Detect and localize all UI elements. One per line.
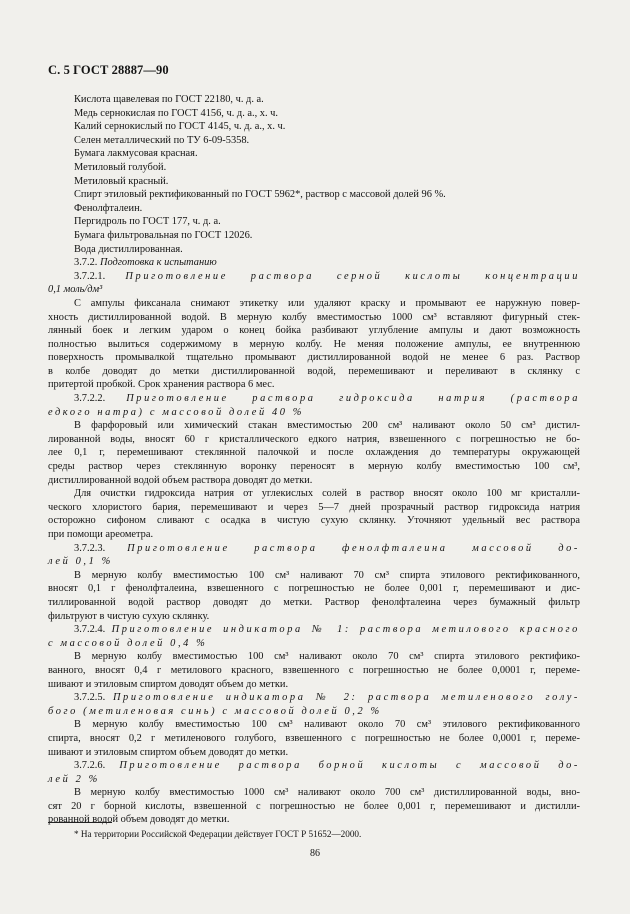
section-title: Приготовление раствора борной кислоты с массовой до- <box>119 760 580 772</box>
paragraph <box>48 487 580 541</box>
paragraph <box>48 297 580 392</box>
text-line: В мерную колбу вместимостью 100 см³ наливают около 70 см³ спирта этилового ректифико- <box>74 651 580 663</box>
section-heading-3-7-2-2 <box>48 392 580 406</box>
text-line: спирта, вносят 0,2 г метиленового голубого, взвешенного с погрешностью не более 0,0001 г, переме- <box>48 732 580 744</box>
paragraph <box>48 569 580 623</box>
text-line: дистиллированной водой объем раствора доводят до метки. <box>48 474 313 486</box>
section-title: Приготовление индикатора № 1: раствора метилового красного <box>111 624 580 636</box>
document-body <box>48 93 580 827</box>
paragraph <box>48 419 580 487</box>
section-title: Приготовление раствора гидроксида натрия (раствора <box>126 393 580 405</box>
footnote: * На территории Российской Федерации действует ГОСТ Р 51652—2000. <box>74 829 362 839</box>
section-title-continuation: лей 2 % <box>48 773 100 785</box>
text-line: Для очистки гидроксида натрия от углекислых солей в раствор вносят около 100 мг кристалли- <box>74 488 580 500</box>
page-header: С. 5 ГОСТ 28887—90 <box>48 63 169 77</box>
footnote-divider <box>48 822 112 823</box>
text-line: осторожно сифоном сливают с осадка в чистую сухую склянку. Уточняют удельный вес раствора <box>48 515 580 527</box>
section-title-continuation: едкого натра) с массовой долей 40 % <box>48 406 305 418</box>
section-number: 3.7.2.5. <box>74 692 106 704</box>
reagent-item: Кислота щавелевая по ГОСТ 22180, ч. д. а. <box>74 94 264 105</box>
text-line: лее 0,1 г, перемешивают стеклянной палочкой и после охлаждения до температуры окружающей <box>48 447 580 459</box>
section-title: Приготовление индикатора № 2: раствора метиленового голу- <box>112 692 580 704</box>
text-line: тиллированной водой раствор доводят до метки. Раствор фенолфталеина через бумажный фильтр <box>48 596 580 608</box>
section-number: 3.7.2.3. <box>74 542 106 554</box>
paragraph <box>48 718 580 759</box>
reagent-item: Метиловый голубой. <box>74 161 167 173</box>
text-line: притертой пробкой. Срок хранения раствора 6 мес. <box>48 379 275 391</box>
text-line: ческого хлористого бария, перемешивают и через 5—7 дней прозрачный раствор гидроксида натрия <box>48 501 580 513</box>
text-line: В мерную колбу вместимостью 100 см³ наливают около 70 см³ этилового ректификованного <box>74 719 580 731</box>
section-number: 3.7.2.4. <box>74 624 106 636</box>
section-title-continuation: 0,1 моль/дм³ <box>48 284 103 296</box>
text-line: шивают и этиловым спиртом объем доводят до метки. <box>48 746 289 758</box>
text-line: в колбе доводят до метки дистиллированной водой, перемешивают и переливают в склянку с <box>48 365 580 377</box>
text-line: С ампулы фиксанала снимают этикетку или удаляют краску и промывают ее наружную повер- <box>74 297 580 309</box>
section-title-continuation: с массовой долей 0,4 % <box>48 637 208 649</box>
text-line: В мерную колбу вместимостью 100 см³ наливают 70 см³ спирта этилового ректификованного, <box>74 569 580 581</box>
text-line: хность дистиллированной водой. В мерную колбу вместимостью 1000 см³ вставляют фигурный стек- <box>48 311 580 323</box>
page-number: 86 <box>310 848 320 859</box>
section-heading-3-7-2-1 <box>48 270 580 284</box>
text-line: шивают и этиловым спиртом доводят объем до метки. <box>48 678 289 690</box>
section-number: 3.7.2.2. <box>74 393 106 405</box>
text-line: лянный боек и легким ударом о конец бойка разбивают углубление ампулы и дают возможность <box>48 325 580 337</box>
reagent-item: Бумага лакмусовая красная. <box>74 148 198 160</box>
section-number: 3.7.2.6. <box>74 760 106 772</box>
paragraph <box>48 786 580 827</box>
reagent-item: Селен металлический по ТУ 6-09-5358. <box>74 134 250 146</box>
section-heading-3-7-2-6 <box>48 759 580 773</box>
section-title: Подготовка к испытанию <box>100 257 217 269</box>
reagent-item: Метиловый красный. <box>74 175 169 187</box>
section-title: Приготовление раствора фенолфталеина массовой до- <box>127 542 580 554</box>
section-heading-3-7-2-5 <box>48 691 580 705</box>
section-title: Приготовление раствора серной кислоты концентрации <box>125 270 580 282</box>
section-heading-3-7-2-3 <box>48 542 580 556</box>
text-line: поверхность промывалкой тщательно промывают дистиллированной водой не менее 6 раз. Раствор <box>48 352 580 364</box>
section-number: 3.7.2.1. <box>74 270 106 282</box>
text-line: полностью вылиться содержимому в мерную колбу. Не меняя положение ампулы, ее внутреннюю <box>48 338 580 350</box>
section-number: 3.7.2. <box>74 257 98 269</box>
text-line: ванного, вносят 0,4 г метилового красного, взвешенного с погрешностью не более 0,0001 г, переме- <box>48 664 580 676</box>
reagent-item: Бумага фильтровальная по ГОСТ 12026. <box>74 229 253 241</box>
section-title-continuation: бого (метиленовая синь) с массовой долей 0,2 % <box>48 705 382 717</box>
reagent-item: Спирт этиловый ректификованный по ГОСТ 5962*, раствор с массовой долей 96 %. <box>74 189 446 201</box>
text-line: рованной водой объем доводят до метки. <box>48 814 230 826</box>
section-heading-3-7-2-4 <box>48 623 580 637</box>
text-line: В фарфоровый или химический стакан вместимостью 200 см³ наливают около 50 см³ дистил- <box>74 420 580 432</box>
text-line: при помощи ареометра. <box>48 529 154 540</box>
section-heading-3-7-2 <box>48 256 580 270</box>
reagent-item: Пергидроль по ГОСТ 177, ч. д. а. <box>74 216 221 228</box>
reagent-list <box>48 93 580 256</box>
text-line: В мерную колбу вместимостью 1000 см³ наливают около 700 см³ дистиллированной воды, вно- <box>74 787 580 799</box>
text-line: сят 20 г борной кислоты, взвешенной с погрешностью не более 0,001 г, перемешивают и дистилли- <box>48 800 580 812</box>
reagent-item: Калий сернокислый по ГОСТ 4145, ч. д. а., х. ч. <box>74 121 286 133</box>
paragraph <box>48 650 580 691</box>
text-line: фильтруют в чистую сухую склянку. <box>48 610 210 622</box>
reagent-item: Медь сернокислая по ГОСТ 4156, ч. д. а., х. ч. <box>74 107 279 119</box>
reagent-item: Вода дистиллированная. <box>74 243 183 255</box>
text-line: среды раствор через стеклянную воронку переносят в мерную колбу вместимостью 100 см³, <box>48 461 580 473</box>
text-line: лированной воды, вносят 60 г кристаллического едкого натрия, взвешенного с погрешностью не бо- <box>48 433 580 445</box>
reagent-item: Фенолфталеин. <box>74 202 143 214</box>
text-line: вносят 0,1 г фенолфталеина, взвешенного с погрешностью не более 0,001 г, перемешивают и дис- <box>48 583 580 595</box>
section-title-continuation: лей 0,1 % <box>48 556 113 568</box>
